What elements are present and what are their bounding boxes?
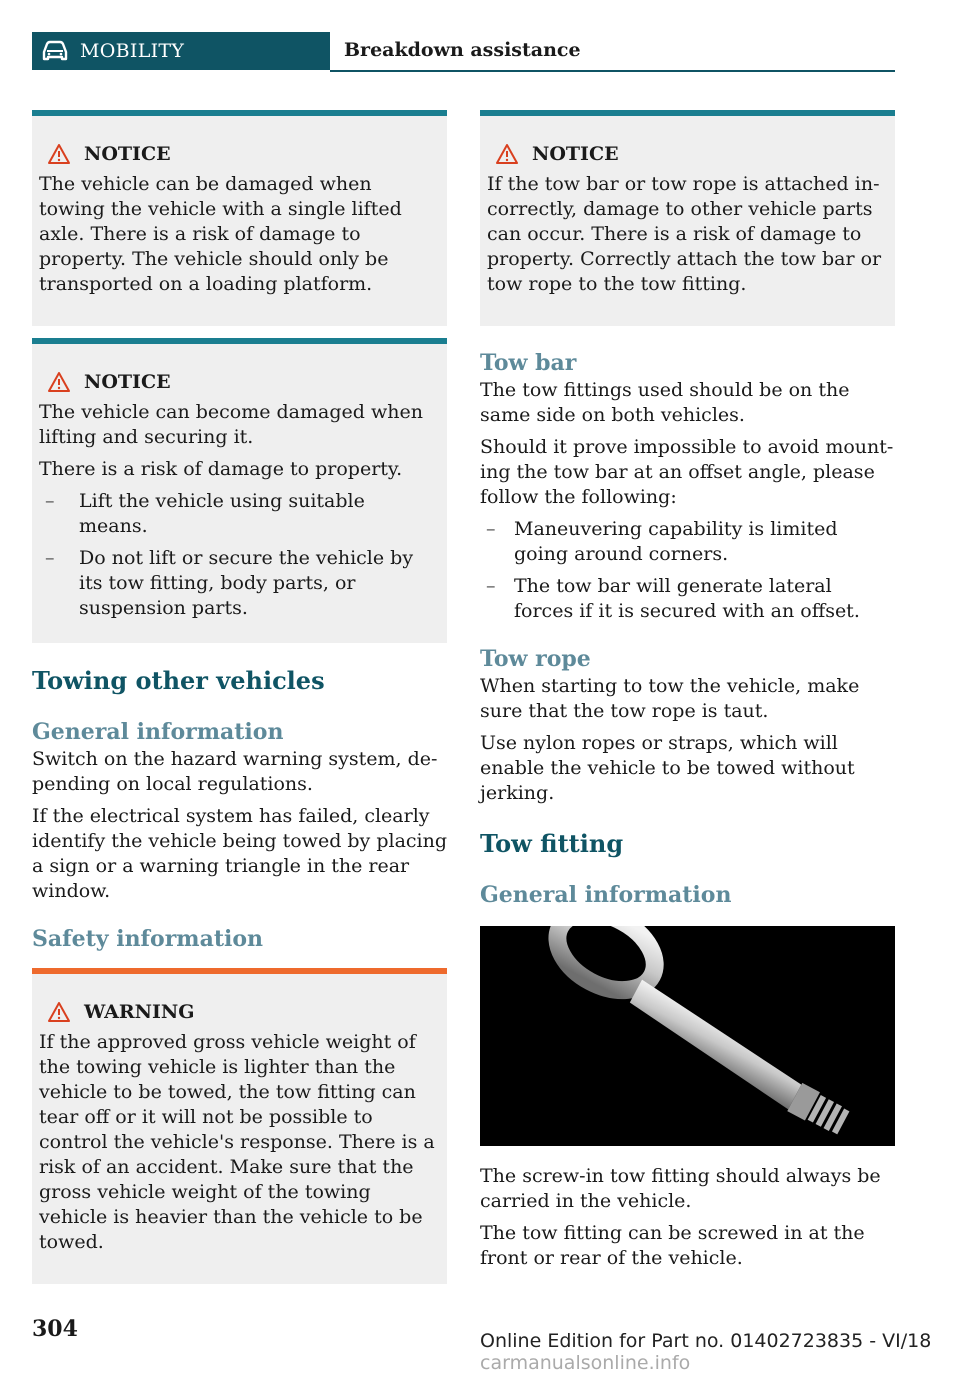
page-title: Breakdown assistance <box>344 39 581 61</box>
footer-edition <box>480 1330 960 1374</box>
paragraph: If the electrical system has failed, clearly identify the vehicle being towed by placing a sign or a warning triangle in the rear window. <box>32 805 448 902</box>
notice-text: The vehicle can become damaged when lifting and securing it. <box>39 401 423 448</box>
warning-box <box>32 968 447 1284</box>
notice-label: NOTICE <box>84 371 171 393</box>
header-rule <box>330 70 895 72</box>
notice-label: NOTICE <box>84 143 171 165</box>
paragraph: The tow fitting can be screwed in at the front or rear of the vehicle. <box>480 1222 865 1269</box>
paragraph: The screw-in tow fitting should always be carried in the vehicle. <box>480 1165 881 1212</box>
notice-box-lifting <box>32 338 447 643</box>
paragraph: Use nylon ropes or straps, which will enable the vehicle to be towed without jerking. <box>480 732 855 804</box>
warning-triangle-icon <box>495 143 519 165</box>
right-column <box>480 110 895 1278</box>
warning-label: WARNING <box>84 1001 195 1023</box>
car-icon <box>40 40 70 62</box>
heading-general-information: General information <box>32 719 284 745</box>
list-item: – The tow bar will generate lateral forces if it is secured with an offset. <box>486 575 860 622</box>
paragraph: The tow fittings used should be on the same side on both vehicles. <box>480 379 850 426</box>
paragraph: Switch on the hazard warning system, depending on local regulations. <box>32 748 438 795</box>
page-number: 304 <box>32 1316 78 1342</box>
heading-tow-bar: Tow bar <box>480 350 577 376</box>
notice-label: NOTICE <box>532 143 619 165</box>
list-item: – Do not lift or secure the vehicle by its tow fitting, body parts, or suspension parts. <box>45 547 414 619</box>
tow-bar-list <box>480 517 895 624</box>
notice-box-tow-bar <box>480 110 895 326</box>
page-header <box>32 32 895 72</box>
notice-list <box>39 489 439 621</box>
list-item: – Lift the vehicle using suitable means. <box>45 490 365 537</box>
edition-text: Online Edition for Part no. 01402723835 - VI/18 <box>480 1330 932 1352</box>
notice-text: The vehicle can be damaged when towing the vehicle with a single lifted axle. There is a risk of damage to property. The vehicle should only be transported on a loading platform. <box>39 173 402 295</box>
section-label: MOBILITY <box>80 40 185 62</box>
warning-triangle-icon <box>47 143 71 165</box>
warning-triangle-icon <box>47 1001 71 1023</box>
heading-tow-rope: Tow rope <box>480 646 591 672</box>
left-column <box>32 110 447 1284</box>
heading-safety-information: Safety information <box>32 926 264 952</box>
heading-general-information: General information <box>480 882 732 908</box>
notice-box-single-axle <box>32 110 447 326</box>
watermark: carmanualsonline.info <box>480 1352 691 1374</box>
warning-triangle-icon <box>47 371 71 393</box>
heading-tow-fitting: Tow fitting <box>480 829 624 858</box>
list-item: – Maneuvering capability is limited going around corners. <box>486 518 838 565</box>
notice-text: There is a risk of damage to property. <box>39 458 403 480</box>
notice-text: If the tow bar or tow rope is attached incorrectly, damage to other vehicle parts can occur. There is a risk of damage to property. Correctly attach the tow bar or tow rope to the tow fitting. <box>487 173 882 295</box>
warning-text: If the approved gross vehicle weight of the towing vehicle is lighter than the vehicle to be towed, the tow fitting can tear off or it will not be possible to control the vehicle's response. There is a risk of an accident. Make sure that the gross vehicle weight of the towing vehicle is heavier than the vehicle to be towed. <box>39 1031 435 1253</box>
heading-towing-other-vehicles: Towing other vehicles <box>32 666 325 695</box>
section-chip <box>32 32 330 70</box>
paragraph: Should it prove impossible to avoid mounting the tow bar at an offset angle, please follow the following: <box>480 436 894 508</box>
paragraph: When starting to tow the vehicle, make sure that the tow rope is taut. <box>480 675 860 722</box>
tow-fitting-image <box>480 926 895 1146</box>
